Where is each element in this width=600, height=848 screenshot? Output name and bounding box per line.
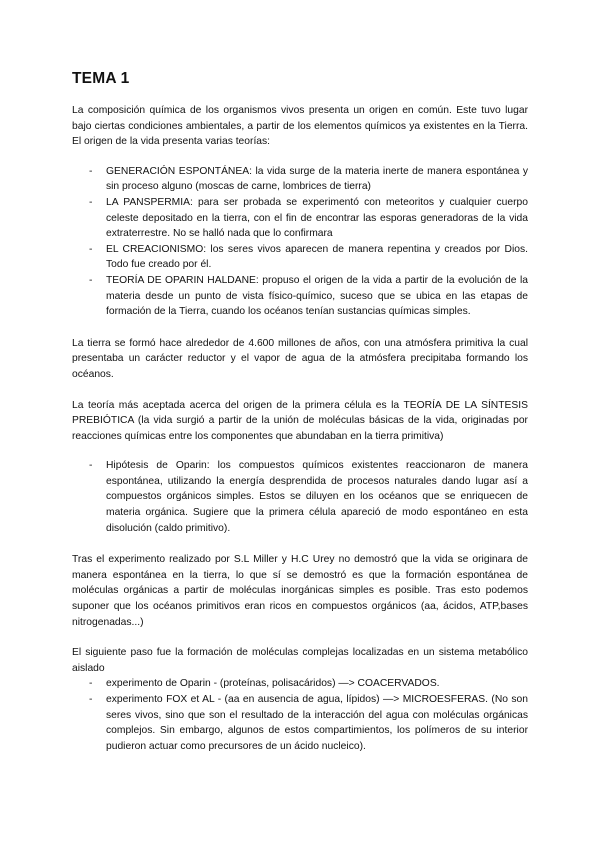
hypothesis-list (72, 458, 528, 536)
list-item: - GENERACIÓN ESPONTÁNEA: la vida surge de la materia inerte de manera espontánea y sin proceso alguno (moscas de carne, lombrices de tierra) (72, 164, 528, 195)
prebiotic-synthesis-paragraph: La teoría más aceptada acerca del origen de la primera célula es la TEORÍA DE LA SÍNTESIS PREBIÓTICA (la vida surgió a partir de la unión de moléculas básicas de la vida, originadas por reacciones químicas entre los componentes que abundaban en la tierra primitiva) (72, 399, 528, 442)
list-item: - experimento FOX et AL - (aa en ausencia de agua, lípidos) —> MICROESFERAS. (No son seres vivos, sino que son el resultado de la interacción del agua con moléculas orgánicas complejos. Sin embargo, algunos de estos compartimientos, los polímeros de su interior pudieron actuar como precursores de un ácido nucleico). (72, 692, 528, 754)
list-item: - LA PANSPERMIA: para ser probada se experimentó con meteoritos y cualquier cuerpo celeste depositado en la tierra, con el fin de encontrar las esporas generadoras de la vida extraterrestre. No se halló nada que lo confirmara (72, 195, 528, 242)
miller-urey-paragraph: Tras el experimento realizado por S.L Miller y H.C Urey no demostró que la vida se originara de manera espontánea en la tierra, lo que sí se demostró es que la formación espontánea de moléculas orgánicas a partir de moléculas inorgánicas simples es posible. Tras esto podemos suponer que los océanos primitivos eran ricos en compuestos orgánicos (aa, ácidos, ATP,bases nitrogenadas...) (72, 554, 528, 628)
document-page (72, 70, 528, 769)
list-item: - EL CREACIONISMO: los seres vivos aparecen de manera repentina y creados por Dios. Todo fue creado por él. (72, 242, 528, 273)
list-item: - experimento de Oparin - (proteínas, polisacáridos) —> COACERVADOS. (72, 676, 528, 692)
experiments-list (72, 676, 528, 754)
earth-formation-paragraph: La tierra se formó hace alrededor de 4.600 millones de años, con una atmósfera primitiva la cual presentaba un carácter reductor y el vapor de agua de la atmósfera precipitaba formando los océanos. (72, 337, 528, 380)
list-item: - Hipótesis de Oparin: los compuestos químicos existentes reaccionaron de manera espontánea, utilizando la energía desprendida de procesos naturales dando lugar así a compuestos orgánicos simples. Estos se diluyen en los océanos que se enriquecen de materia orgánica. Sugiere que la primera célula apareció de modo espontáneo en esta disolución (caldo primitivo). (72, 458, 528, 536)
theories-list (72, 164, 528, 320)
intro-paragraph: La composición química de los organismos vivos presenta un origen en común. Este tuvo lugar bajo ciertas condiciones ambientales, a partir de los elementos químicos ya existentes en la Tierra. El origen de la vida presenta varias teorías: (72, 105, 528, 148)
next-step-paragraph: El siguiente paso fue la formación de moléculas complejas localizadas en un sistema metabólico aislado (72, 647, 528, 674)
page-title: TEMA 1 (72, 70, 130, 87)
list-item: - TEORÍA DE OPARIN HALDANE: propuso el origen de la vida a partir de la evolución de la materia desde un punto de vista físico-químico, suceso que se ubica en las etapas de formación de la Tierra, cuando los océanos tenían sustancias químicas simples. (72, 273, 528, 320)
